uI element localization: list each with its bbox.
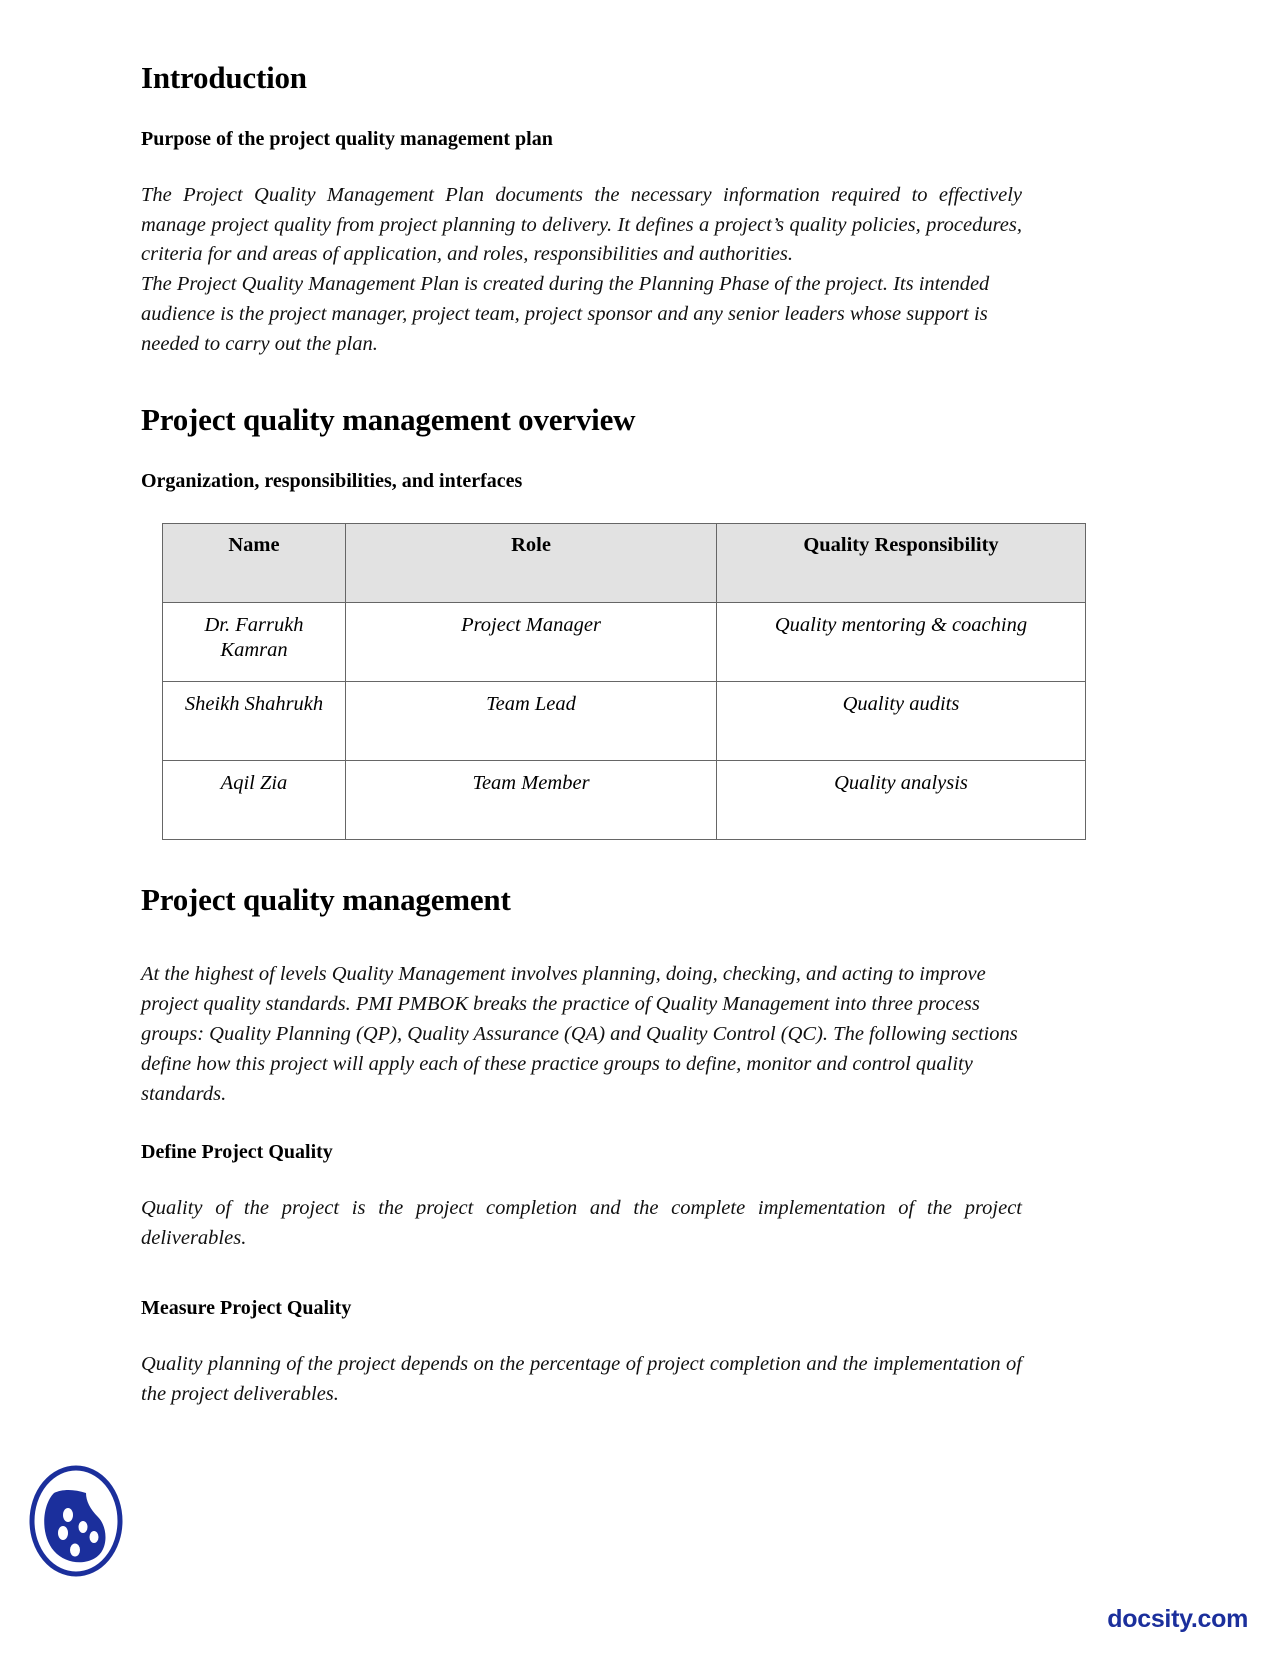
cell-responsibility: Quality audits	[717, 681, 1086, 760]
paragraph-purpose-2: The Project Quality Management Plan is created during the Planning Phase of the project. Its intended audience is the project manager, project team, project sponsor and any senior leaders whose support is needed to carry out the plan.	[141, 273, 990, 356]
cell-responsibility: Quality mentoring & coaching	[717, 602, 1086, 681]
table-header	[163, 523, 1086, 602]
paragraph-purpose-1: The Project Quality Management Plan documents the necessary information required to effectively manage project quality from project planning to delivery. It defines a project’s quality policies, procedures, criteria for and areas of application, and roles, responsibilities and authorities.	[141, 183, 1022, 266]
cell-role: Project Manager	[346, 602, 717, 681]
column-header-quality-responsibility: Quality Responsibility	[717, 523, 1086, 602]
subheading-organization: Organization, responsibilities, and interfaces	[141, 469, 523, 492]
cell-name: Dr. Farrukh Kamran	[163, 602, 346, 681]
column-header-name: Name	[163, 523, 346, 602]
table-row	[163, 681, 1086, 760]
paragraph-quality-management: At the highest of levels Quality Management involves planning, doing, checking, and acting to improve project quality standards. PMI PMBOK breaks the practice of Quality Management into three process groups: Quality Planning (QP), Quality Assurance (QA) and Quality Control (QC). The following sections define how this project will apply each of these practice groups to define, monitor and control quality standards.	[141, 963, 1018, 1105]
responsibility-table-wrapper	[162, 523, 1046, 840]
subheading-purpose: Purpose of the project quality management plan	[141, 127, 553, 150]
paragraph-define-project-quality: Quality of the project is the project completion and the complete implementation of the project deliverables.	[141, 1196, 1022, 1249]
docsity-url-label: docsity.com	[1107, 1605, 1248, 1633]
cell-role: Team Lead	[346, 681, 717, 760]
heading-overview: Project quality management overview	[141, 402, 636, 438]
table-row	[163, 602, 1086, 681]
table-row	[163, 760, 1086, 839]
subheading-define-project-quality: Define Project Quality	[141, 1140, 333, 1163]
cell-name: Sheikh Shahrukh	[163, 681, 346, 760]
document-content	[141, 60, 1081, 1410]
docsity-logo-icon	[28, 1465, 124, 1577]
cell-name: Aqil Zia	[163, 760, 346, 839]
heading-introduction: Introduction	[141, 60, 307, 95]
paragraph-measure-project-quality: Quality planning of the project depends on the percentage of project completion and the implementation of the project deliverables.	[141, 1352, 1022, 1405]
table-body	[163, 602, 1086, 839]
column-header-role: Role	[346, 523, 717, 602]
heading-project-quality-management: Project quality management	[141, 881, 511, 917]
cell-role: Team Member	[346, 760, 717, 839]
table-header-row	[163, 523, 1086, 602]
cell-responsibility: Quality analysis	[717, 760, 1086, 839]
subheading-measure-project-quality: Measure Project Quality	[141, 1296, 352, 1319]
responsibility-table	[162, 523, 1086, 840]
